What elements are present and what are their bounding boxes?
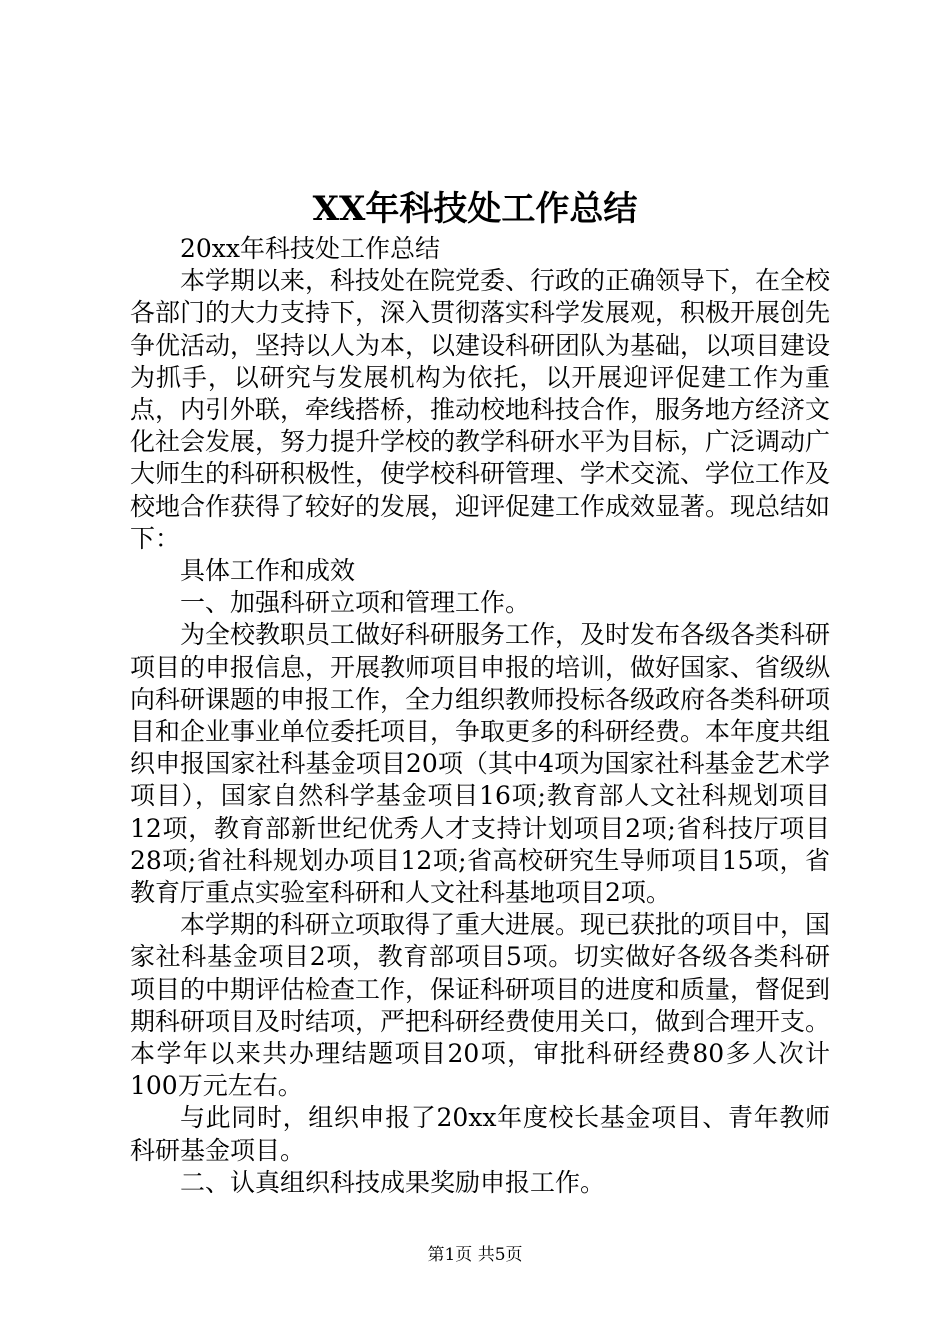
document-title: XX年科技处工作总结 xyxy=(312,189,638,229)
section-heading: 具体工作和成效 xyxy=(180,556,356,586)
page-footer: 第1页 共5页 xyxy=(427,1245,523,1265)
section-heading: 二、认真组织科技成果奖励申报工作。 xyxy=(180,1167,606,1197)
section-heading: 一、加强科研立项和管理工作。 xyxy=(180,588,531,618)
body-paragraph: 与此同时，组织申报了20xx年度校长基金项目、青年教师科研基金项目。 xyxy=(130,1103,830,1165)
body-paragraph: 本学期的科研立项取得了重大进展。现已获批的项目中，国家社科基金项目2项，教育部项目5项。切实做好各级各类科研项目的中期评估检查工作，保证科研项目的进度和质量，督促到期科研项目及时结项，严把科研经费使用关口，做到合理开支。本学年以来共办理结题项目20项，审批科研经费80多人次计100万元左右。 xyxy=(130,910,831,1101)
intro-paragraph: 本学期以来，科技处在院党委、行政的正确领导下，在全校各部门的大力支持下，深入贯彻落实科学发展观，积极开展创先争优活动，坚持以人为本，以建设科研团队为基础，以项目建设为抓手，以研究与发展机构为依托，以开展迎评促建工作为重点，内引外联，牵线搭桥，推动校地科技合作，服务地方经济文化社会发展，努力提升学校的教学科研水平为目标，广泛调动广大师生的科研积极性，使学校科研管理、学术交流、学位工作及校地合作获得了较好的发展，迎评促建工作成效显著。现总结如下： xyxy=(130,266,831,553)
subtitle-paragraph: 20xx年科技处工作总结 xyxy=(180,234,441,263)
body-paragraph: 为全校教职员工做好科研服务工作，及时发布各级各类科研项目的申报信息，开展教师项目申报的培训，做好国家、省级纵向科研课题的申报工作，全力组织教师投标各级政府各类科研项目和企业事业单位委托项目，争取更多的科研经费。本年度共组织申报国家社科基金项目20项（其中4项为国家社科基金艺术学项目），国家自然科学基金项目16项;教育部人文社科规划项目12项，教育部新世纪优秀人才支持计划项目2项;省科技厅项目28项;省社科规划办项目12项;省高校研究生导师项目15项，省教育厅重点实验室科研和人文社科基地项目2项。 xyxy=(130,620,831,908)
document-body xyxy=(130,233,830,1199)
